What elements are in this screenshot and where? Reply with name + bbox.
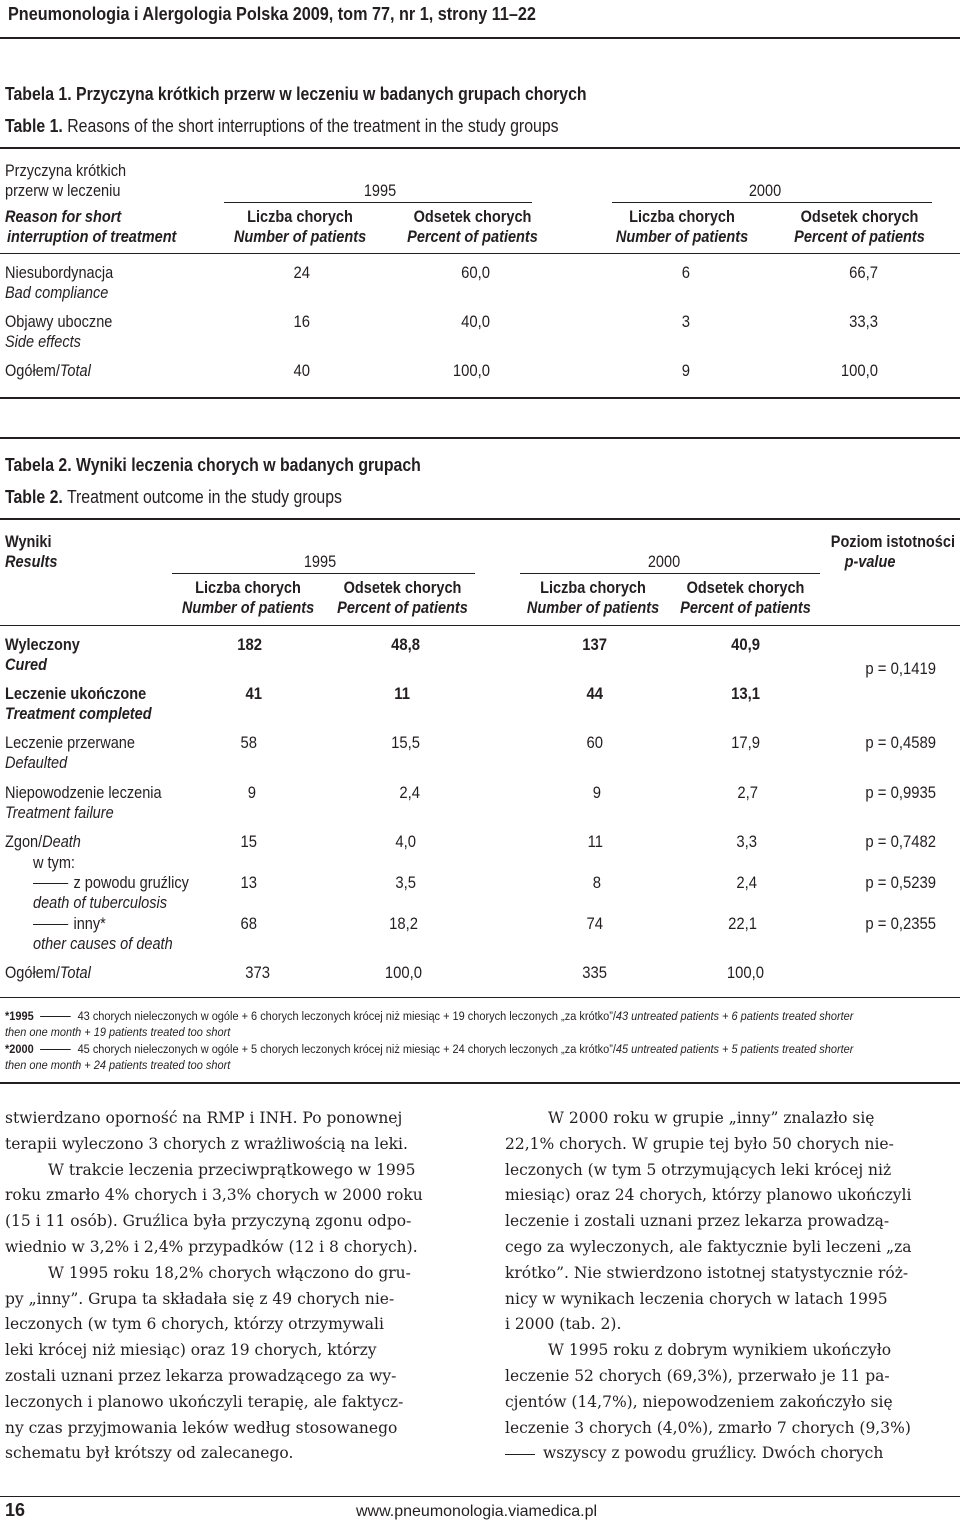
table2-title-pl: Wyniki leczenia chorych w badanych grupach <box>76 455 421 475</box>
body-right-line: miesiąc) oraz 24 chorych, którzy planowo ukończyli <box>505 1186 912 1205</box>
table2-label-en: Table 2. <box>5 487 63 507</box>
table1-total-p2000: 100,0 <box>840 362 878 380</box>
table2-row-failure-n1995: 9 <box>247 784 256 802</box>
footnote2-label: *2000 <box>5 1042 34 1056</box>
table2-head-rule <box>0 625 960 626</box>
body-right-line: cjentów (14,7%), niepowodzeniem zakończyło się <box>505 1392 893 1411</box>
table2-caption-en <box>5 487 342 508</box>
body-right-line: leczenie 3 chorych (4,0%), zmarło 7 chorych (9,3%) <box>505 1418 911 1437</box>
body-column-right <box>505 1106 960 1467</box>
table2-row-death-pvalue: p = 0,7482 <box>865 833 936 851</box>
table2-row-defaulted-pl: Leczenie przerwane <box>5 734 135 752</box>
table1-row1-label-pl: Niesubordynacja <box>5 264 114 282</box>
table2-row-cured-pl: Wyleczony <box>5 636 80 654</box>
table1-row2-n2000: 3 <box>681 313 690 331</box>
table2-bottom-rule <box>0 997 960 998</box>
table2-total-p1995: 100,0 <box>384 964 422 982</box>
table2-row-failure-pvalue: p = 0,9935 <box>865 784 936 802</box>
table1-title-pl: Przyczyna krótkich przerw w leczeniu w badanych grupach chorych <box>76 84 587 104</box>
table1-label-en: Table 1. <box>5 116 63 136</box>
table1-total-label-pl: Ogółem/ <box>5 362 60 380</box>
table1-count-head-2000-pl: Liczba chorych <box>629 208 735 226</box>
table1-pct-head-1995-pl: Odsetek chorych <box>413 208 532 226</box>
table1-total-n2000: 9 <box>681 362 690 380</box>
table1-col-head-en-1: Reason for short <box>5 208 122 226</box>
em-dash-line <box>33 883 68 884</box>
table1-row1-n1995: 24 <box>293 264 310 282</box>
body-right-line: W 2000 roku w grupie „inny” znalazło się <box>548 1109 875 1127</box>
page-number: 16 <box>5 1500 26 1520</box>
table2-subrow-tb-p1995: 3,5 <box>395 874 416 892</box>
table2-pct-head-1995-en: Percent of patients <box>337 599 468 617</box>
table2-row-cured-n1995: 182 <box>237 636 262 654</box>
table2-row-defaulted-p1995: 15,5 <box>391 734 420 752</box>
table2-row-defaulted-en: Defaulted <box>5 754 68 772</box>
footnote1-en-a: 43 untreated patients + 6 patients treated shorter <box>615 1009 854 1023</box>
table2-subrow-tb-pvalue: p = 0,5239 <box>865 874 936 892</box>
table1-count-head-1995-pl: Liczba chorych <box>247 208 353 226</box>
table2-row-completed-pl: Leczenie ukończone <box>5 685 147 703</box>
table1-row2-n1995: 16 <box>293 313 310 331</box>
table2-total-label-en: Total <box>59 964 91 982</box>
body-left-line: leczonych (w tym 6 chorych, którzy otrzymywali <box>5 1315 384 1334</box>
body-right-line: i 2000 (tab. 2). <box>505 1315 622 1334</box>
body-left-line: leczonych i planowo ukończyli terapię, ale faktycz- <box>5 1392 404 1411</box>
body-right-last-text: wszyscy z powodu gruźlicy. Dwóch chorych <box>543 1444 884 1463</box>
table1-pct-head-2000-en: Percent of patients <box>794 228 925 246</box>
body-right-line: leczonych (w tym 5 otrzymujących leki krócej niż <box>505 1160 892 1179</box>
footnote2-en-b: then one month + 24 patients treated too short <box>5 1058 231 1072</box>
table1-row1-p2000: 66,7 <box>849 264 878 282</box>
body-right-line: leczenie 52 chorych (69,3%), przerwało je 11 pa- <box>505 1366 890 1385</box>
em-dash-line <box>33 924 68 925</box>
body-left-line: (15 i 11 osób). Gruźlica była przyczyną zgonu odpo- <box>5 1212 412 1231</box>
table2-pct-head-2000-pl: Odsetek chorych <box>686 579 805 597</box>
table2-row-cured-n2000: 137 <box>582 636 607 654</box>
table2-in-which: w tym: <box>33 854 75 872</box>
body-left-line: py „inny”. Grupa ta składała się z 49 chorych nie- <box>5 1289 395 1308</box>
table1-row2-label-pl: Objawy uboczne <box>5 313 113 331</box>
table2-outer-bottom-rule <box>0 1082 960 1084</box>
footnote1-pl: 43 chorych nieleczonych w ogóle + 6 chorych leczonych krócej niż miesiąc + 19 chorych leczonych „za krótko”/ <box>77 1009 616 1023</box>
running-header: Pneumonologia i Alergologia Polska 2009, tom 77, nr 1, strony 11–22 <box>8 4 536 24</box>
body-right-line: 22,1% chorych. W grupie tej było 50 chorych nie- <box>505 1134 894 1153</box>
body-left-line: leki krócej niż miesiąc) oraz 19 chorych, którzy <box>5 1341 377 1360</box>
table1-year-1995: 1995 <box>363 182 397 200</box>
table2-footnote-2000 <box>5 1041 853 1057</box>
footnote1-label: *1995 <box>5 1009 34 1023</box>
footnote2-pl: 45 chorych nieleczonych w ogóle + 5 chorych leczonych krócej niż miesiąc + 24 chorych leczonych „za krótko”/ <box>77 1042 616 1056</box>
table2-count-head-1995-en: Number of patients <box>181 599 315 617</box>
em-dash-line <box>40 1016 71 1017</box>
body-right-line: nicy w wynikach leczenia chorych w latach 1995 <box>505 1289 888 1308</box>
table2-subrow-other-p1995: 18,2 <box>389 915 418 933</box>
table2-pval-head-en: p-value <box>844 553 896 571</box>
table2-subrow-tb-p2000: 2,4 <box>736 874 757 892</box>
table2-subrow-other-n2000: 74 <box>586 915 603 933</box>
table1-row2-p1995: 40,0 <box>461 313 490 331</box>
table2-pct-head-1995-pl: Odsetek chorych <box>343 579 462 597</box>
header-rule <box>0 37 960 39</box>
footer-rule <box>0 1496 960 1497</box>
table2-row-completed-n1995: 41 <box>245 685 262 703</box>
table1-col-head-pl-1: Przyczyna krótkich <box>5 162 127 180</box>
table1-row1-label-en: Bad compliance <box>5 284 109 302</box>
table1-caption-en <box>5 116 559 137</box>
body-right-line: krótko”. Nie stwierdzono istotnej statystycznie róż- <box>505 1263 909 1282</box>
table2-row-death-n1995: 15 <box>240 833 257 851</box>
em-dash-line <box>40 1049 71 1050</box>
table2-row-completed-en: Treatment completed <box>5 705 152 723</box>
body-right-line <box>505 1441 960 1467</box>
body-left-line: W trakcie leczenia przeciwprątkowego w 1995 <box>48 1160 416 1179</box>
table2-col-head-en: Results <box>5 553 58 571</box>
table1-title-en: Reasons of the short interruptions of the treatment in the study groups <box>67 116 559 136</box>
table2-row-death-label <box>5 832 81 852</box>
body-column-left <box>5 1106 465 1467</box>
table2-total-n1995: 373 <box>245 964 270 982</box>
table2-subrow-tb-n1995: 13 <box>240 874 257 892</box>
table1-label-pl: Tabela 1. <box>5 84 72 104</box>
table1-bottom-rule <box>0 397 960 399</box>
table2-col-head-pl: Wyniki <box>5 533 52 551</box>
table1-top-rule <box>0 147 960 149</box>
table2-row-defaulted-n1995: 58 <box>240 734 257 752</box>
table2-subrow-other-pl <box>33 914 106 934</box>
body-left-line: terapii wyleczono 3 chorych z wrażliwością na leki. <box>5 1134 408 1153</box>
table1-row1-n2000: 6 <box>681 264 690 282</box>
table1-total-n1995: 40 <box>293 362 310 380</box>
table2-row-failure-p2000: 2,7 <box>737 784 758 802</box>
table2-subrow-other-pvalue: p = 0,2355 <box>865 915 936 933</box>
table2-subrow-tb-n2000: 8 <box>592 874 601 892</box>
table2-row-death-pl: Zgon/ <box>5 833 43 851</box>
body-left-line: ny czas przyjmowania leków według stosowanego <box>5 1418 398 1437</box>
table1-row2-label-en: Side effects <box>5 333 81 351</box>
table2-subrow-other-p2000: 22,1 <box>728 915 757 933</box>
table1-pct-head-2000-pl: Odsetek chorych <box>800 208 919 226</box>
table1-caption-pl <box>5 84 587 105</box>
table2-row-cured-en: Cured <box>5 656 47 674</box>
table2-total-label-pl: Ogółem/ <box>5 964 60 982</box>
table1-total-label-en: Total <box>59 362 91 380</box>
table1-year-2000: 2000 <box>748 182 782 200</box>
table2-merged-pvalue: p = 0,1419 <box>865 660 936 678</box>
table2-row-failure-n2000: 9 <box>592 784 601 802</box>
body-right-line: cego za wyleczonych, ale faktycznie byli leczeni „za <box>505 1237 912 1256</box>
footnote2-en-a: 45 untreated patients + 5 patients treated shorter <box>615 1042 854 1056</box>
table2-pct-head-2000-en: Percent of patients <box>680 599 811 617</box>
table2-year2000-rule <box>520 573 820 574</box>
table2-subrow-tb-pl-text: z powodu gruźlicy <box>73 874 189 892</box>
table2-row-cured-p1995: 48,8 <box>391 636 420 654</box>
em-dash-line <box>505 1454 535 1455</box>
table2-row-death-en: Death <box>42 833 81 851</box>
table2-title-en: Treatment outcome in the study groups <box>66 487 342 507</box>
table2-subrow-other-pl-text: inny* <box>73 915 106 933</box>
table2-row-death-p2000: 3,3 <box>736 833 757 851</box>
table1-total-p1995: 100,0 <box>452 362 490 380</box>
table2-row-defaulted-pvalue: p = 0,4589 <box>865 734 936 752</box>
table2-top-rule <box>0 518 960 520</box>
table2-total-n2000: 335 <box>582 964 607 982</box>
table1-year2000-rule <box>612 202 932 203</box>
table2-row-death-p1995: 4,0 <box>395 833 416 851</box>
body-left-line: roku zmarło 4% chorych i 3,3% chorych w 2000 roku <box>5 1186 423 1205</box>
table2-total-label <box>5 963 91 983</box>
table2-subrow-tb-pl <box>33 873 189 893</box>
footnote1-en-b: then one month + 19 patients treated too short <box>5 1025 231 1039</box>
table2-year-2000: 2000 <box>647 553 681 571</box>
table2-count-head-1995-pl: Liczba chorych <box>195 579 301 597</box>
table2-subrow-other-en: other causes of death <box>33 935 173 953</box>
table2-row-completed-p2000: 13,1 <box>731 685 760 703</box>
table1-col-head-en-2: interruption of treatment <box>7 228 177 246</box>
table2-count-head-2000-pl: Liczba chorych <box>540 579 646 597</box>
footer-url[interactable]: www.pneumonologia.viamedica.pl <box>356 1503 598 1520</box>
table1-head-rule <box>0 253 960 254</box>
table1-year1995-rule <box>224 202 532 203</box>
table1-row2-p2000: 33,3 <box>849 313 878 331</box>
body-left-line: zostali uznani przez lekarza prowadzącego za wy- <box>5 1366 397 1385</box>
table2-subrow-tb-en: death of tuberculosis <box>33 894 167 912</box>
table2-row-death-n2000: 11 <box>587 833 603 851</box>
table1-count-head-1995-en: Number of patients <box>233 228 367 246</box>
table2-total-p2000: 100,0 <box>726 964 764 982</box>
body-left-line: wiednio w 3,2% i 2,4% przypadków (12 i 8 chorych). <box>5 1237 418 1256</box>
body-left-line: W 1995 roku 18,2% chorych włączono do gru- <box>48 1263 411 1282</box>
body-left-line: stwierdzano oporność na RMP i INH. Po ponownej <box>5 1109 403 1127</box>
body-left-line: schematu był krótszy od zalecanego. <box>5 1444 294 1463</box>
table2-row-failure-en: Treatment failure <box>5 804 114 822</box>
body-right-line: leczenie i zostali uznani przez lekarza prowadzą- <box>505 1212 890 1231</box>
table1-col-head-pl-2: przerw w leczeniu <box>5 182 121 200</box>
table2-year-1995: 1995 <box>303 553 337 571</box>
table2-row-completed-n2000: 44 <box>586 685 603 703</box>
table2-count-head-2000-en: Number of patients <box>526 599 660 617</box>
table1-total-label <box>5 361 91 381</box>
table2-row-cured-p2000: 40,9 <box>731 636 760 654</box>
table2-row-completed-p1995: 11 <box>394 685 410 703</box>
table2-top-outer-rule <box>0 437 960 439</box>
table2-year1995-rule <box>172 573 475 574</box>
table1-row1-p1995: 60,0 <box>461 264 490 282</box>
body-right-line: W 1995 roku z dobrym wynikiem ukończyło <box>548 1341 892 1360</box>
table2-row-defaulted-n2000: 60 <box>586 734 603 752</box>
table2-subrow-other-n1995: 68 <box>240 915 257 933</box>
table1-pct-head-1995-en: Percent of patients <box>407 228 538 246</box>
table2-footnote-1995 <box>5 1008 853 1024</box>
table2-label-pl: Tabela 2. <box>5 455 72 475</box>
table1-count-head-2000-en: Number of patients <box>615 228 749 246</box>
table2-caption-pl <box>5 455 421 476</box>
table2-row-failure-pl: Niepowodzenie leczenia <box>5 784 162 802</box>
table2-row-failure-p1995: 2,4 <box>399 784 420 802</box>
table2-pval-head-pl: Poziom istotności <box>830 533 955 551</box>
table2-row-defaulted-p2000: 17,9 <box>731 734 760 752</box>
